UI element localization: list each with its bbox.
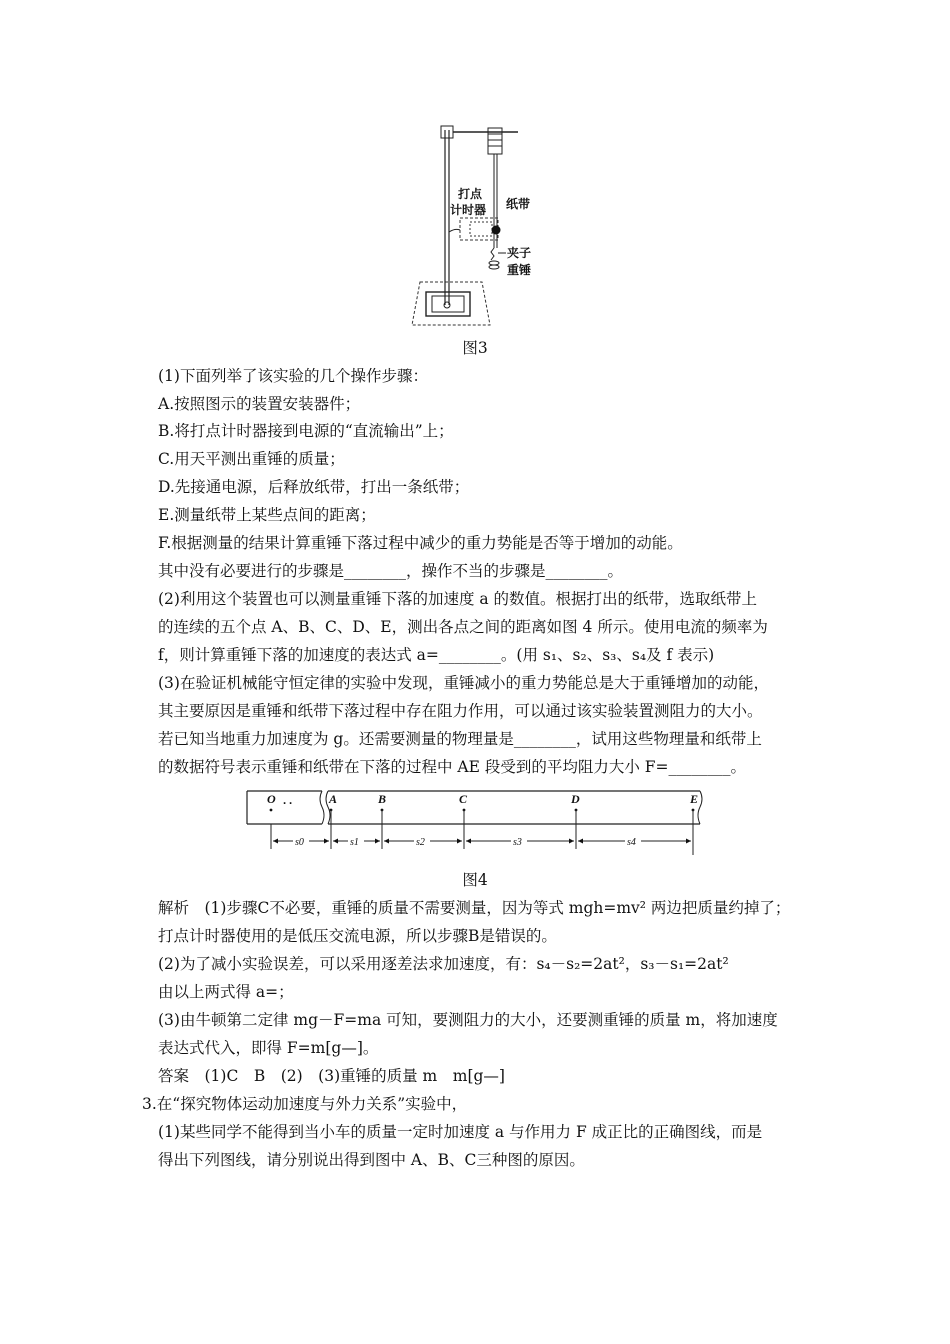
point-D-label: D — [571, 792, 580, 806]
text-line: 解析 (1)步骤C不必要，重锤的质量不需要测量，因为等式 mgh=mv² 两边把质量约掉了； — [158, 899, 791, 917]
tape-break-1 — [320, 791, 324, 824]
timer-inner — [470, 222, 492, 236]
segment-s3-label: s3 — [513, 837, 522, 848]
text-line: (3)由牛顿第二定律 mg－F=ma 可知，要测阻力的大小，还要测重锤的质量 m，将加速度 — [158, 1011, 778, 1029]
point-C-label: C — [459, 792, 468, 806]
timer-bracket — [449, 229, 460, 232]
segment-s1-label: s1 — [350, 837, 359, 848]
weight-disc-1 — [489, 261, 499, 265]
base-inner — [432, 296, 464, 312]
text-line: (1)某些同学不能得到当小车的质量一定时加速度 a 与作用力 F 成正比的正确图线，而是 — [158, 1123, 763, 1141]
timer-label-line2: 计时器 — [450, 203, 487, 217]
text-line: 得出下列图线，请分别说出得到图中 A、B、C三种图的原因。 — [158, 1151, 585, 1169]
question-3-title: 3.在“探究物体运动加速度与外力关系”实验中， — [142, 1095, 468, 1113]
text-line: (2)利用这个装置也可以测量重锤下落的加速度 a 的数值。根据打出的纸带，选取纸带上 — [158, 590, 758, 608]
point-O-label: O — [267, 792, 276, 806]
text-line: 由以上两式得 a=； — [158, 983, 294, 1001]
tape-label: 纸带 — [506, 197, 531, 211]
text-line: (1)下面列举了该实验的几个操作步骤： — [158, 367, 428, 385]
segment-s4-label: s4 — [627, 837, 636, 848]
tape-break-3 — [698, 791, 702, 824]
point-E-label: E — [690, 792, 699, 806]
text-line: 若已知当地重力加速度为 g。还需要测量的物理量是________，试用这些物理量和纸带上 — [158, 730, 762, 748]
text-line: (2)为了减小实验误差，可以采用逐差法求加速度，有：s₄－s₂=2at²，s₃－s₁=2at² — [158, 955, 729, 973]
top-clamp — [441, 126, 453, 138]
text-line: 其中没有必要进行的步骤是________，操作不当的步骤是________。 — [158, 562, 624, 580]
figure-3-caption: 图3 — [462, 339, 488, 357]
segment-s0-label: s0 — [295, 837, 304, 848]
figure-4-caption: 图4 — [462, 871, 488, 889]
text-line: f，则计算重锤下落的加速度的表达式 a=________。(用 s₁、s₂、s₃、s₄及 f 表示) — [158, 646, 715, 664]
text-line: 其主要原因是重锤和纸带下落过程中存在阻力作用，可以通过该实验装置测阻力的大小。 — [158, 702, 763, 720]
base-outline — [412, 282, 490, 325]
tape-dot — [492, 226, 501, 235]
clip-spring — [491, 248, 494, 260]
point-B-label: B — [378, 792, 387, 806]
text-line: E.测量纸带上某些点间的距离； — [158, 506, 376, 524]
figure-4-paper-tape — [245, 787, 710, 857]
segment-s2-label: s2 — [416, 837, 425, 848]
weight-label: 重锤 — [507, 263, 532, 277]
text-line: D.先接通电源，后释放纸带，打出一条纸带； — [158, 478, 470, 496]
text-line: 打点计时器使用的是低压交流电源，所以步骤B是错误的。 — [158, 927, 557, 945]
point-O-dot — [270, 809, 273, 812]
point-A-label: A — [329, 792, 338, 806]
text-line: (3)在验证机械能守恒定律的实验中发现，重锤减小的重力势能总是大于重锤增加的动能， — [158, 674, 769, 692]
text-line: B.将打点计时器接到电源的“直流输出”上； — [158, 422, 454, 440]
dots-after-O: · · — [283, 796, 292, 810]
clip-label: 夹子 — [507, 246, 532, 260]
weight-disc-2 — [489, 265, 499, 269]
text-line: A.按照图示的装置安装器件； — [158, 395, 361, 413]
timer-label-line1: 打点 — [458, 187, 483, 201]
text-line: 的数据符号表示重锤和纸带在下落的过程中 AE 段受到的平均阻力大小 F=________。 — [158, 758, 747, 776]
figure-3-apparatus — [410, 120, 570, 335]
text-line: 的连续的五个点 A、B、C、D、E，测出各点之间的距离如图 4 所示。使用电流的频率为 — [158, 618, 768, 636]
text-line: C.用天平测出重锤的质量； — [158, 450, 345, 468]
answer-line: 答案 (1)C B (2) (3)重锤的质量 m m[g—] — [158, 1067, 505, 1085]
text-line: F.根据测量的结果计算重锤下落过程中减少的重力势能是否等于增加的动能。 — [158, 534, 683, 552]
text-line: 表达式代入，即得 F=m[g—]。 — [158, 1039, 379, 1057]
